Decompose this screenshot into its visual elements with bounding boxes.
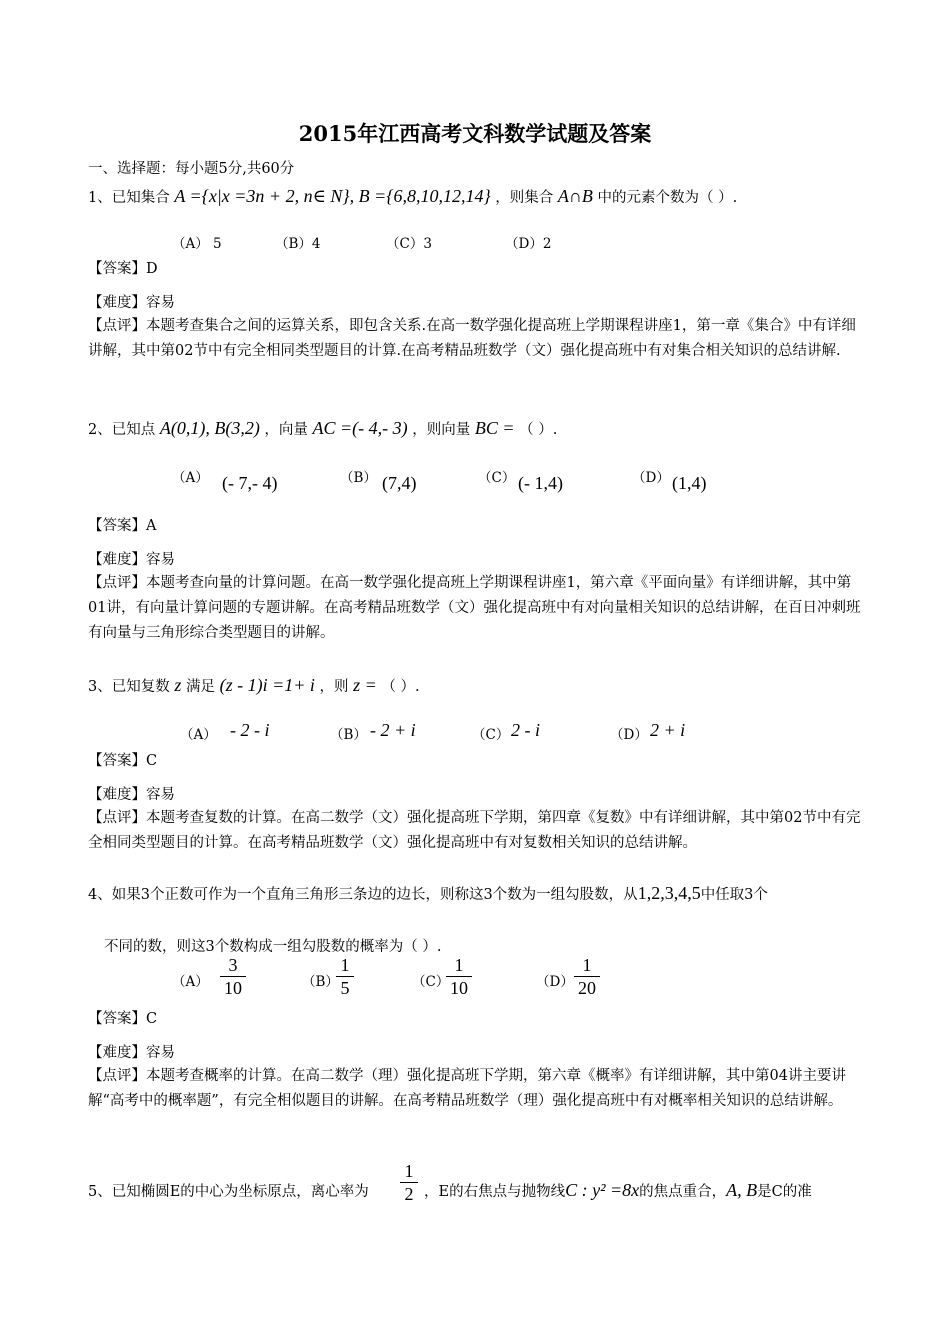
- q2-option-a-value: (- 7,- 4): [222, 473, 278, 493]
- q5-points-ab: A, B: [726, 1180, 758, 1200]
- q4-line1-end: 中任取3个: [700, 887, 768, 903]
- q4-difficulty: 【难度】容易: [88, 1045, 175, 1061]
- q4-option-b-label: （B）: [302, 974, 339, 990]
- q4-option-c-label: （C）: [412, 974, 450, 990]
- q3-comment: 【点评】本题考查复数的计算。在高二数学（文）强化提高班下学期，第四章《复数》中有详细讲解，其中第02节中有完全相同类型题目的计算。在高考精品班数学（文）强化提高班中有对复数相关知识的总结讲解。: [88, 810, 861, 851]
- q2-option-c-value: (- 1,4): [518, 473, 563, 493]
- q5-mid1: ，E的右焦点与抛物线: [424, 1184, 566, 1200]
- q1-suffix: 中的元素个数为（ ）.: [597, 190, 738, 206]
- q5-parabola: C : y² =8x: [565, 1180, 640, 1200]
- q4-numbers: 1,2,3,4,5: [637, 883, 701, 903]
- q5-mid2: 的焦点重合，: [639, 1184, 727, 1200]
- q3-z-equals: z =: [353, 675, 377, 695]
- q1-comment: 【点评】本题考查集合之间的运算关系，即包含关系.在高一数学强化提高班上学期课程讲座1，第一章《集合》中有详细讲解，其中第02节中有完全相同类型题目的计算.在高考精品班数学（文）强化提高班中有对集合相关知识的总结讲解.: [88, 318, 856, 359]
- q3-option-d-label: （D）: [610, 727, 648, 743]
- q3-prefix: 3、已知复数: [88, 679, 170, 695]
- q1-prefix: 1、已知集合: [88, 190, 170, 206]
- question-1: [88, 186, 737, 207]
- q3-option-a-value: - 2 - i: [230, 720, 270, 740]
- q4-option-d-fraction: 1 20: [572, 954, 602, 999]
- q4-option-b-fraction: 1 5: [334, 954, 356, 999]
- q3-answer: 【答案】C: [88, 753, 158, 769]
- q1-option-c: （C）3: [386, 236, 432, 252]
- page-title: 2015年江西高考文科数学试题及答案: [298, 121, 652, 146]
- q1-option-a: （A） 5: [172, 236, 222, 252]
- q3-option-c-label: （C）: [472, 727, 510, 743]
- q1-set-expression: A ={x|x =3n + 2, n∈ N}, B ={6,8,10,12,14}: [174, 186, 491, 206]
- q1-mid: ，则集合: [495, 190, 554, 206]
- q3-mid2: ，则: [319, 679, 349, 695]
- q2-difficulty: 【难度】容易: [88, 552, 175, 568]
- q3-option-d-value: 2 + i: [650, 720, 686, 740]
- q4-option-d-label: （D）: [536, 974, 574, 990]
- q1-option-d: （D）2: [505, 236, 552, 252]
- q2-vector-bc: BC =: [474, 418, 515, 438]
- q2-option-b-value: (7,4): [382, 473, 417, 493]
- q3-suffix: （ ）.: [381, 679, 420, 695]
- q2-option-c-label: （C）: [478, 470, 516, 486]
- q2-option-b-label: （B）: [340, 470, 377, 486]
- q3-difficulty: 【难度】容易: [88, 787, 175, 803]
- q2-prefix: 2、已知点: [88, 422, 156, 438]
- q2-option-d-value: (1,4): [672, 473, 707, 493]
- q2-mid2: ，则向量: [412, 422, 471, 438]
- q5-eccentricity-fraction: 1 2: [398, 1160, 420, 1205]
- question-4-line-2: 不同的数，则这3个数构成一组勾股数的概率为（ ）.: [104, 939, 442, 955]
- q1-option-b: （B）4: [275, 236, 321, 252]
- q1-answer: 【答案】D: [88, 261, 158, 277]
- q4-option-c-fraction: 1 10: [444, 954, 474, 999]
- q3-equation: (z - 1)i =1+ i: [219, 675, 315, 695]
- q2-mid1: ，向量: [264, 422, 308, 438]
- q3-option-b-value: - 2 + i: [370, 720, 416, 740]
- q2-vector-ac: AC =(- 4,- 3): [312, 418, 408, 438]
- q1-intersection: A∩B: [557, 186, 593, 206]
- q3-mid1: 满足: [185, 679, 215, 695]
- q1-difficulty: 【难度】容易: [88, 295, 175, 311]
- q2-points: A(0,1), B(3,2): [159, 418, 260, 438]
- q4-line1: 4、如果3个正数可作为一个直角三角形三条边的边长，则称这3个数为一组勾股数，从: [88, 887, 638, 903]
- question-4-line-1: [88, 883, 768, 904]
- q3-var-z: z: [174, 675, 182, 695]
- q5-suffix: 是C的准: [757, 1184, 812, 1200]
- q4-option-a-fraction: 3 10: [218, 954, 248, 999]
- question-5-continued: [424, 1180, 812, 1201]
- q2-option-a-label: （A）: [172, 470, 209, 486]
- q4-option-a-label: （A）: [172, 974, 209, 990]
- q3-option-a-label: （A）: [180, 727, 217, 743]
- question-2: [88, 418, 557, 439]
- q2-option-d-label: （D）: [632, 470, 670, 486]
- q2-suffix: （ ）.: [519, 422, 558, 438]
- section-heading: 一、选择题：每小题5分,共60分: [88, 161, 295, 177]
- q3-option-b-label: （B）: [330, 727, 367, 743]
- q2-answer: 【答案】A: [88, 518, 157, 534]
- q2-comment: 【点评】本题考查向量的计算问题。在高一数学强化提高班上学期课程讲座1，第六章《平面向量》有详细讲解，其中第01讲，有向量计算问题的专题讲解。在高考精品班数学（文）强化提高班中有对向量相关知识的总结讲解，在百日冲刺班有向量与三角形综合类型题目的讲解。: [88, 575, 861, 641]
- q5-prefix: 5、已知椭圆E的中心为坐标原点，离心率为: [88, 1184, 369, 1200]
- q4-answer: 【答案】C: [88, 1011, 158, 1027]
- question-3: [88, 675, 420, 696]
- question-5: [88, 1180, 369, 1201]
- q4-comment: 【点评】本题考查概率的计算。在高二数学（理）强化提高班下学期，第六章《概率》有详细讲解，其中第04讲主要讲解“高考中的概率题”，有完全相似题目的讲解。在高考精品班数学（理）强化提高班中有对概率相关知识的总结讲解。: [88, 1068, 846, 1109]
- q3-option-c-value: 2 - i: [511, 720, 540, 740]
